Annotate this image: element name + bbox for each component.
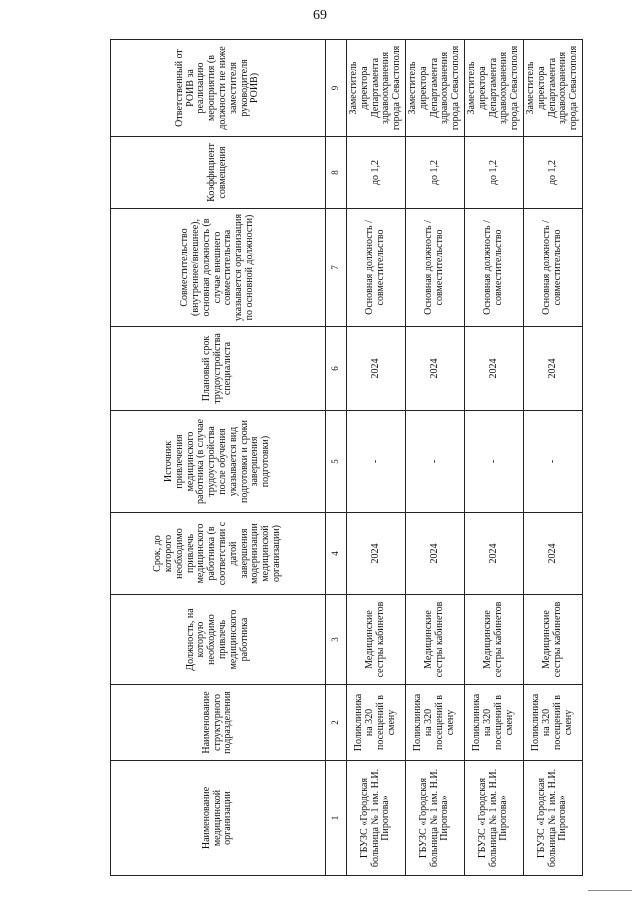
page-number: 69 — [313, 8, 327, 23]
table-cell: ГБУЗС «Городская больница № 1 им. Н.И. Пирогова» — [347, 761, 406, 876]
rotated-table-container — [110, 40, 579, 876]
table-cell: Поликлиника на 320 посещений в смену — [465, 685, 524, 761]
column-number: 5 — [326, 411, 347, 513]
column-number: 6 — [326, 327, 347, 411]
table-cell: 2024 — [524, 327, 583, 411]
table-cell: - — [465, 411, 524, 513]
table-cell: Заместитель директора Департамента здравоохранения города Севастополя — [406, 40, 465, 137]
table-cell: Заместитель директора Департамента здравоохранения города Севастополя — [347, 40, 406, 137]
header-cell: Коэффициент совмещения — [111, 137, 326, 209]
table-cell: Медицинские сестры кабинетов — [524, 595, 583, 685]
table-cell: 2024 — [347, 327, 406, 411]
table-cell: Основная должность / совместительство — [406, 209, 465, 327]
header-cell: Плановый срок трудоустройства специалиста — [111, 327, 326, 411]
table-cell: ГБУЗС «Городская больница № 1 им. Н.И. Пирогова» — [406, 761, 465, 876]
column-number: 4 — [326, 513, 347, 595]
table-cell: до 1,2 — [406, 137, 465, 209]
header-cell: Совместительство (внутреннее/внешнее), основная должность (в случае внешнего совместительства указывается организация по основной должности) — [111, 209, 326, 327]
table-row — [465, 40, 524, 876]
header-cell: Наименование структурного подразделения — [111, 685, 326, 761]
table-region — [110, 40, 579, 876]
table-cell: Медицинские сестры кабинетов — [347, 595, 406, 685]
header-cell: Ответственный от РОИВ за реализацию мероприятия (в должности не ниже заместителя руководителя РОИВ) — [111, 40, 326, 137]
column-number: 7 — [326, 209, 347, 327]
table-cell: Поликлиника на 320 посещений в смену — [406, 685, 465, 761]
table-cell: 2024 — [524, 513, 583, 595]
table-cell: ГБУЗС «Городская больница № 1 им. Н.И. Пирогова» — [524, 761, 583, 876]
table-cell: Основная должность / совместительство — [524, 209, 583, 327]
header-cell: Срок, до которого необходимо привлечь медицинского работника (в соответствии с датой завершения модернизации медицинской организации) — [111, 513, 326, 595]
header-row — [111, 40, 326, 876]
table-cell: - — [406, 411, 465, 513]
table-row — [524, 40, 583, 876]
table-cell: Медицинские сестры кабинетов — [465, 595, 524, 685]
table-row — [406, 40, 465, 876]
table-cell: - — [524, 411, 583, 513]
header-cell: Источник привлечения медицинского работника (в случае трудоустройства после обучения указывается вид подготовки и сроки завершения подготовки) — [111, 411, 326, 513]
table-cell: до 1,2 — [465, 137, 524, 209]
column-number: 9 — [326, 40, 347, 137]
table-cell: до 1,2 — [524, 137, 583, 209]
table-cell: 2024 — [465, 513, 524, 595]
table-cell: Основная должность / совместительство — [465, 209, 524, 327]
table-cell: до 1,2 — [347, 137, 406, 209]
table-cell: 2024 — [406, 513, 465, 595]
column-number: 3 — [326, 595, 347, 685]
column-number-row — [326, 40, 347, 876]
table-row — [347, 40, 406, 876]
table-cell: Поликлиника на 320 посещений в смену — [347, 685, 406, 761]
table-cell: ГБУЗС «Городская больница № 1 им. Н.И. Пирогова» — [465, 761, 524, 876]
footer-divider — [588, 890, 632, 891]
column-number: 1 — [326, 761, 347, 876]
table-cell: - — [347, 411, 406, 513]
staffing-table — [110, 39, 583, 876]
table-cell: 2024 — [406, 327, 465, 411]
table-cell: 2024 — [347, 513, 406, 595]
table-cell: Медицинские сестры кабинетов — [406, 595, 465, 685]
table-cell: Заместитель директора Департамента здравоохранения города Севастополя — [465, 40, 524, 137]
table-cell: Поликлиника на 320 посещений в смену — [524, 685, 583, 761]
column-number: 2 — [326, 685, 347, 761]
table-cell: 2024 — [465, 327, 524, 411]
table-cell: Заместитель директора Департамента здравоохранения города Севастополя — [524, 40, 583, 137]
header-cell: Должность, на которую необходимо привлечь медицинского работника — [111, 595, 326, 685]
header-cell: Наименование медицинской организации — [111, 761, 326, 876]
column-number: 8 — [326, 137, 347, 209]
table-cell: Основная должность / совместительство — [347, 209, 406, 327]
